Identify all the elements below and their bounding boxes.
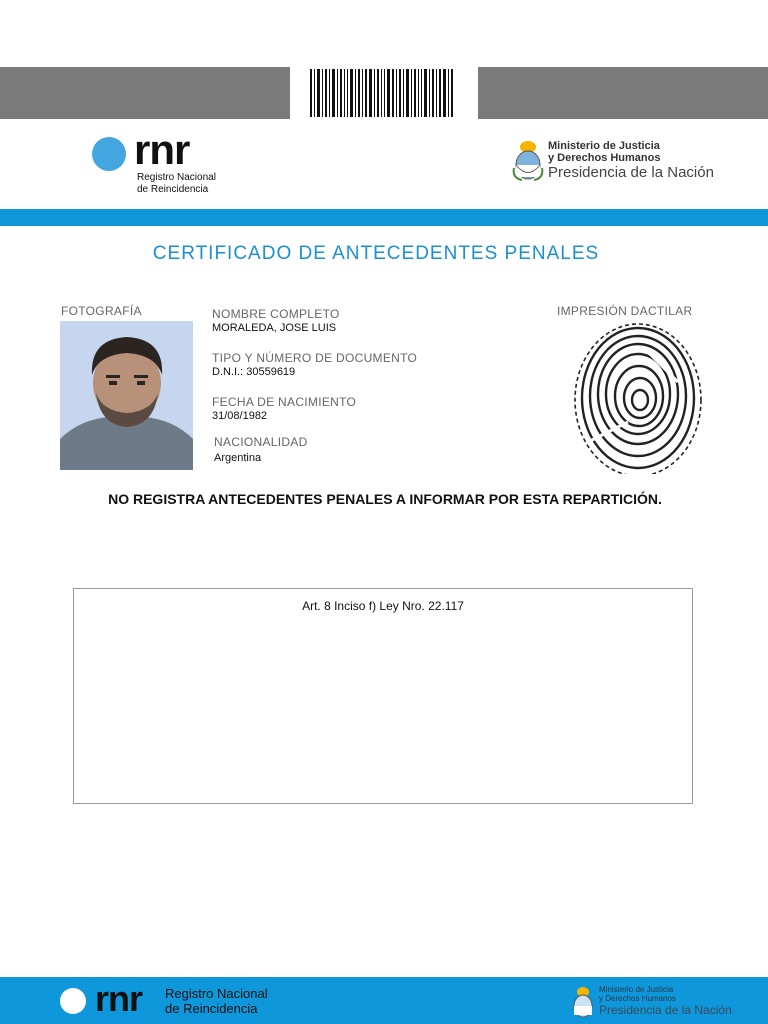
field-label: NOMBRE COMPLETO <box>212 307 340 321</box>
field-value: 31/08/1982 <box>212 410 268 422</box>
personal-data <box>212 307 512 464</box>
field-nationality <box>214 435 512 464</box>
certificate-title: CERTIFICADO DE ANTECEDENTES PENALES <box>152 243 600 264</box>
header-blue-band <box>0 209 768 226</box>
header-band-left <box>0 67 290 119</box>
field-document <box>212 351 512 378</box>
ministry-name-line1: Ministerio de Justicia <box>548 140 660 152</box>
rnr-logo-subtitle-line1: Registro Nacional <box>137 172 216 183</box>
footer-presidencia-label: Presidencia de la Nación <box>599 1003 732 1017</box>
barcode-image <box>308 67 456 119</box>
field-birth-date <box>212 395 512 422</box>
legal-reference-text: Art. 8 Inciso f) Ley Nro. 22.117 <box>302 599 464 613</box>
applicant-photo <box>60 321 193 470</box>
footer-rnr-dot-icon <box>60 988 86 1014</box>
field-label: FECHA DE NACIMIENTO <box>212 395 357 409</box>
footer-coat-of-arms-icon <box>571 985 595 1024</box>
legal-reference-box <box>73 588 693 804</box>
rnr-logo-dot-icon <box>92 137 126 171</box>
coat-of-arms-icon <box>512 138 544 187</box>
footer-rnr-subtitle-line1: Registro Nacional <box>165 986 268 1001</box>
fingerprint-label: IMPRESIÓN DACTILAR <box>557 304 693 318</box>
footer-rnr-subtitle-line2: de Reincidencia <box>165 1001 258 1016</box>
footer-ministry <box>599 985 732 1017</box>
photo-label: FOTOGRAFÍA <box>61 304 142 318</box>
footer-rnr-subtitle <box>165 986 268 1016</box>
rnr-logo-subtitle-line2: de Reincidencia <box>137 184 209 195</box>
field-value: D.N.I.: 30559619 <box>212 366 296 378</box>
rnr-logo-word: rnr <box>134 126 190 173</box>
field-label: TIPO Y NÚMERO DE DOCUMENTO <box>212 351 418 365</box>
footer-ministry-line1: Ministerio de Justicia <box>599 985 674 994</box>
field-full-name <box>212 307 512 334</box>
ministry-header <box>548 140 714 181</box>
header-band-right <box>478 67 768 119</box>
presidencia-label: Presidencia de la Nación <box>548 164 714 181</box>
field-label: NACIONALIDAD <box>214 435 308 449</box>
footer-ministry-line2: y Derechos Humanos <box>599 994 676 1003</box>
fingerprint-image <box>568 322 708 479</box>
ministry-name-line2: y Derechos Humanos <box>548 152 661 164</box>
footer-rnr-word: rnr <box>95 978 143 1019</box>
field-value: MORALEDA, JOSE LUIS <box>212 322 337 334</box>
rnr-logo-subtitle <box>137 172 216 196</box>
no-records-notice: NO REGISTRA ANTECEDENTES PENALES A INFORMAR POR ESTA REPARTICIÓN. <box>108 491 662 507</box>
field-value: Argentina <box>214 452 262 464</box>
